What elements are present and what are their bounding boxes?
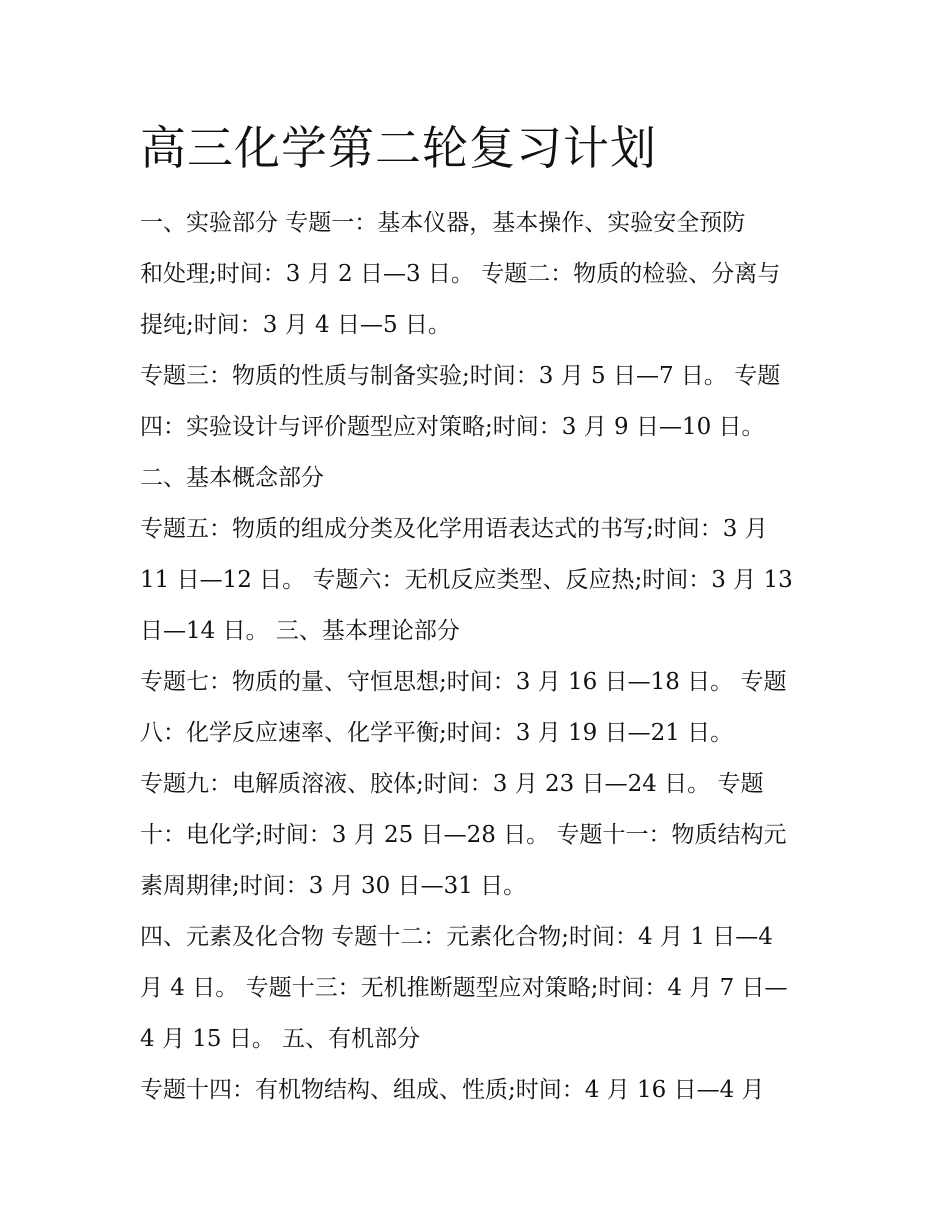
text-line: 月 4 日。 专题十三：无机推断题型应对策略;时间：4 月 7 日— [140,975,788,1001]
text-line: 四：实验设计与评价题型应对策略;时间：3 月 9 日—10 日。 [140,414,765,440]
text-line: 和处理;时间：3 月 2 日—3 日。 专题二：物质的检验、分离与 [140,261,781,287]
section-heading: 二、基本概念部分 [140,465,324,491]
text-line: 一、实验部分 专题一：基本仪器，基本操作、实验安全预防 [140,210,746,236]
text-line: 专题九：电解质溶液、胶体;时间：3 月 23 日—24 日。 专题 [140,771,764,797]
text-line: 素周期律;时间：3 月 30 日—31 日。 [140,873,527,899]
text-line: 专题五：物质的组成分类及化学用语表达式的书写;时间：3 月 [140,516,768,542]
text-line: 专题三：物质的性质与制备实验;时间：3 月 5 日—7 日。 专题 [140,363,781,389]
text-line: 十：电化学;时间：3 月 25 日—28 日。 专题十一：物质结构元 [140,822,787,848]
text-line: 日—14 日。 三、基本理论部分 [140,618,460,644]
text-line: 八：化学反应速率、化学平衡;时间：3 月 19 日—21 日。 [140,720,734,746]
text-line: 4 月 15 日。 五、有机部分 [140,1026,421,1052]
text-line: 专题十四：有机物结构、组成、性质;时间：4 月 16 日—4 月 [140,1077,765,1103]
document-title: 高三化学第二轮复习计划 [140,121,657,175]
text-line: 专题七：物质的量、守恒思想;时间：3 月 16 日—18 日。 专题 [140,669,787,695]
text-line: 四、元素及化合物 专题十二：元素化合物;时间：4 月 1 日—4 [140,924,773,950]
document-body [140,198,820,1116]
text-line: 11 日—12 日。 专题六：无机反应类型、反应热;时间：3 月 13 [140,567,793,593]
text-line: 提纯;时间：3 月 4 日—5 日。 [140,312,451,338]
